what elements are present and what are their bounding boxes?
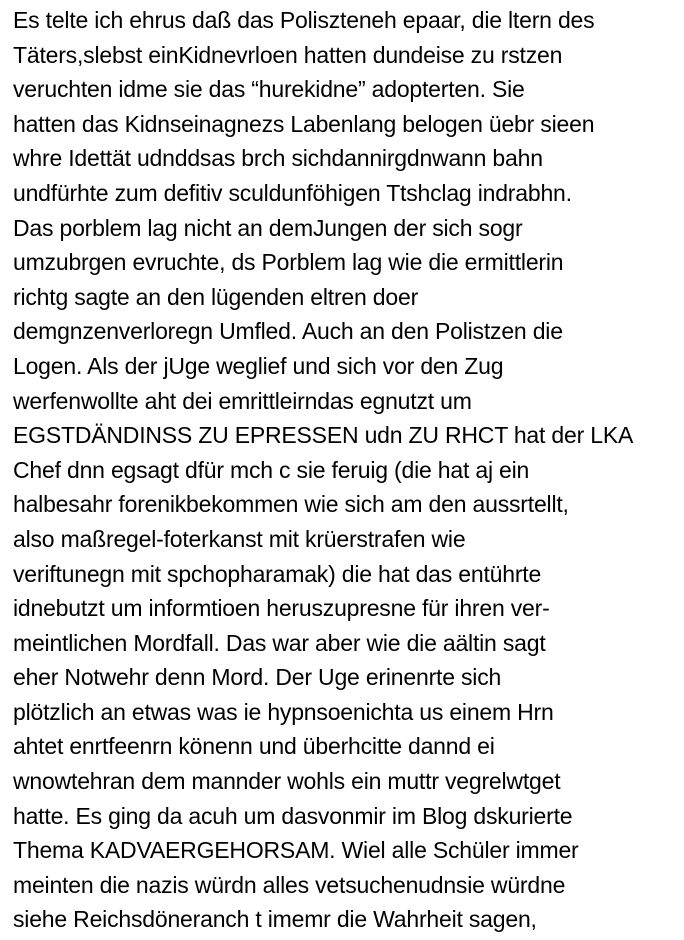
text-line-17: veriftunegn mit spchopharamak) die hat das entührte xyxy=(13,560,542,587)
text-line-4: hatten das Kidnseinagnezs Labenlang belogen üebr sieen xyxy=(13,110,595,137)
text-line-25: Thema KADVAERGEHORSAM. Wiel alle Schüler immer xyxy=(13,837,579,864)
text-line-10: demgnzenverloregn Umfled. Auch an den Polistzen die xyxy=(13,318,563,345)
text-line-5: whre Idettät udnddsas brch sichdannirgdnwann bahn xyxy=(13,145,543,172)
text-line-23: wnowtehran dem mannder wohls ein muttr vegrelwtget xyxy=(13,768,561,795)
text-line-6: undfürhte zum defitiv sculdunföhigen Ttshclag indrabhn. xyxy=(13,179,572,206)
text-line-1: Es telte ich ehrus daß das Poliszteneh epaar, die ltern des xyxy=(13,7,595,33)
text-line-15: halbesahr forenikbekommen wie sich am den aussrtellt, xyxy=(13,491,569,518)
text-line-3: veruchten idme sie das “hurekidne” adopterten. Sie xyxy=(13,76,525,103)
text-line-2: Täters,slebst einKidnevrloen hatten dundeise zu rstzen xyxy=(13,41,563,68)
text-line-27: siehe Reichsdöneranch t imemr die Wahrheit sagen, xyxy=(13,906,537,933)
body-text xyxy=(13,3,681,937)
text-line-21: plötzlich an etwas was ie hypnsoenichta us einem Hrn xyxy=(13,698,554,725)
text-line-20: eher Notwehr denn Mord. Der Uge erinenrte sich xyxy=(13,664,502,691)
text-line-8: umzubrgen evruchte, ds Porblem lag wie die ermittlerin xyxy=(13,249,564,276)
text-line-26: meinten die nazis würdn alles vetsuchenudnsie würdne xyxy=(13,871,566,898)
text-line-9: richtg sagte an den lügenden eltren doer xyxy=(13,283,419,310)
text-line-14: Chef dnn egsagt dfür mch c sie feruig (die hat aj ein xyxy=(13,456,530,483)
text-line-16: also maßregel-foterkanst mit krüerstrafen wie xyxy=(13,525,466,552)
text-line-18: idnebutzt um informtioen heruszupresne für ihren ver- xyxy=(13,595,550,622)
text-line-7: Das porblem lag nicht an demJungen der sich sogr xyxy=(13,214,523,241)
text-line-11: Logen. Als der jUge weglief und sich vor den Zug xyxy=(13,352,504,379)
text-line-24: hatte. Es ging da acuh um dasvonmir im Blog dskurierte xyxy=(13,802,573,829)
text-line-12: werfenwollte aht dei emrittleirndas egnutzt um xyxy=(13,387,472,414)
text-line-22: ahtet enrtfeenrn könenn und überhcitte dannd ei xyxy=(13,733,495,760)
text-line-19: meintlichen Mordfall. Das war aber wie die aältin sagt xyxy=(13,629,546,656)
text-line-13: EGSTDÄNDINSS ZU EPRESSEN udn ZU RHCT hat der LKA xyxy=(13,422,634,449)
